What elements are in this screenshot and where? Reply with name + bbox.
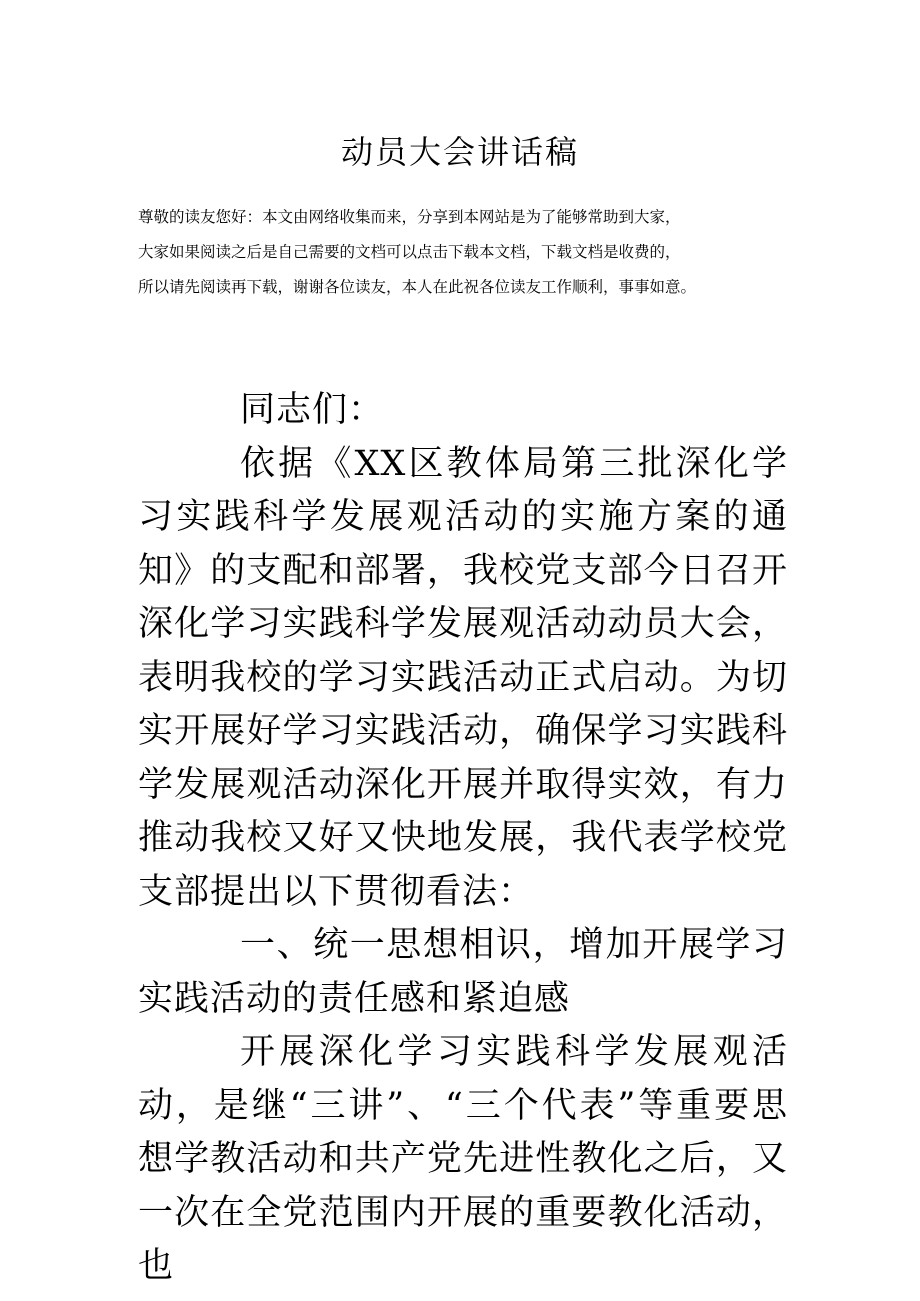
- notice-line: 大家如果阅读之后是自己需要的文档可以点击下载本文档，下载文档是收费的，: [138, 243, 681, 261]
- notice-line: 所以请先阅读再下载，谢谢各位读友，本人在此祝各位读友工作顺利，事事如意。: [138, 278, 697, 296]
- body-paragraph: 依据《XX区教体局第三批深化学习实践科学发展观活动的实施方案的通知》的支配和部署，我校党支部今日召开深化学习实践科学发展观活动动员大会，表明我校的学习实践活动正式启动。为切实开展好学习实践活动，确保学习实践科学发展观活动深化开展并取得实效，有力推动我校又好又快地发展，我代表学校党支部提出以下贯彻看法：: [138, 443, 788, 912]
- body-paragraph: 开展深化学习实践科学发展观活动，是继“三讲”、“三个代表”等重要思想学教活动和共产党先进性教化之后，又一次在全党范围内开展的重要教化活动，也: [138, 1032, 788, 1286]
- download-notice: [138, 200, 788, 305]
- section-heading: 一、统一思想相识，增加开展学习实践活动的责任感和紧迫感: [138, 925, 788, 1019]
- notice-line: 尊敬的读友您好：本文由网络收集而来，分享到本网站是为了能够常助到大家，: [138, 208, 681, 226]
- speech-body: [138, 384, 788, 1294]
- document-title: 动员大会讲话稿: [340, 133, 579, 171]
- salutation: 同志们：: [240, 390, 385, 430]
